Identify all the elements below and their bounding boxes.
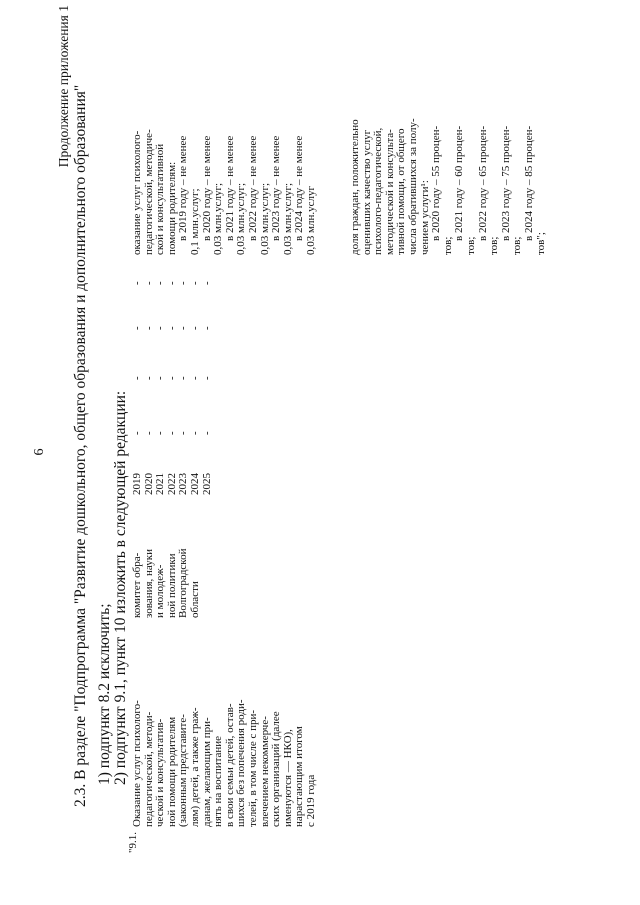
funding-dash: - — [188, 431, 201, 435]
indicator-line: оценивших качество услуг — [360, 129, 373, 255]
description-line: данам, желающим при- — [200, 717, 213, 827]
description-line: лям) детей, а также граж- — [188, 707, 201, 827]
result-line: в 2020 году – не менее — [200, 135, 213, 241]
executor-line: комитет обра- — [131, 552, 143, 618]
indicator-line: тивной помощи, от общего — [395, 128, 408, 255]
executor-line: Волгоградской — [177, 548, 190, 618]
result-line: в 2024 году – не менее — [293, 135, 306, 241]
row-number: "9.1. — [127, 832, 139, 853]
executor-line: области — [188, 581, 201, 618]
indicator-line: тов; — [488, 236, 501, 255]
description-column — [132, 622, 318, 827]
year-cell: 2019 — [131, 473, 143, 495]
year-cell: 2024 — [188, 473, 201, 495]
funding-dash: - — [142, 326, 155, 330]
indicator-line: психолого-педагогической, — [372, 127, 385, 255]
indicator-line: в 2021 году – 60 процен- — [453, 125, 466, 241]
description-line: ских организаций (далее — [270, 711, 283, 827]
result-line: 0,03 млн.услуг; — [235, 182, 248, 255]
result-line: 0,03 млн.услуг — [304, 186, 317, 255]
appendix-continuation: Продолжение приложения 1 — [56, 5, 71, 168]
funding-dash: - — [188, 326, 201, 330]
funding-dash: - — [131, 431, 143, 435]
funding-column-2 — [132, 370, 213, 380]
funding-dash: - — [188, 376, 201, 380]
indicator-line: чением услуги¹: — [418, 180, 431, 255]
executor-column — [132, 500, 202, 618]
result-line: в 2023 году – не менее — [270, 135, 283, 241]
year-cell: 2025 — [200, 473, 213, 495]
page-number: 6 — [32, 448, 47, 456]
description-line: именуются — НКО), — [281, 729, 294, 827]
description-line: с 2019 года — [304, 774, 317, 827]
description-line: нять на воспитание — [212, 735, 225, 827]
description-line: ной помощи родителям — [165, 716, 178, 827]
indicator-line: тов"; — [534, 232, 547, 255]
indicator-line: тов; — [511, 236, 524, 255]
funding-dash: - — [200, 326, 213, 330]
funding-dash: - — [154, 281, 167, 285]
result-line: оказание услуг психолого- — [131, 130, 143, 255]
indicator-line: числа обратившихся за полу- — [406, 118, 419, 255]
result-line: 0,1 млн.услуг; — [188, 188, 201, 255]
description-line: телей, в том числе с при- — [246, 709, 259, 827]
indicator-line: тов; — [441, 236, 454, 255]
funding-column-1 — [132, 425, 213, 435]
funding-dash: - — [154, 326, 167, 330]
funding-column-3 — [132, 320, 213, 330]
funding-dash: - — [177, 431, 190, 435]
indicator-line: доля граждан, положительно — [349, 119, 361, 255]
executor-line: ной политики — [165, 553, 178, 618]
funding-dash: - — [177, 326, 190, 330]
funding-column-4 — [132, 275, 213, 285]
years-column — [132, 465, 213, 495]
funding-dash: - — [200, 376, 213, 380]
indicator-line: в 2023 году – 75 процен- — [499, 125, 512, 241]
description-line: (законным представите- — [177, 714, 190, 827]
funding-dash: - — [154, 376, 167, 380]
item-1: 1) подпункт 8.2 исключить; — [96, 603, 113, 785]
funding-dash: - — [165, 431, 178, 435]
result-column — [132, 87, 318, 255]
description-line: влечением некоммерче- — [258, 716, 271, 827]
section-title: 2.3. В разделе "Подпрограмма "Развитие дошкольного, общего образования и дополнительного образования" — [72, 84, 89, 807]
indicator-line: тов; — [464, 236, 477, 255]
executor-line: и молодеж- — [154, 564, 167, 618]
funding-dash: - — [131, 376, 143, 380]
indicator-line: в 2024 году – 85 процен- — [522, 125, 535, 241]
result-line: 0,03 млн.услуг; — [281, 182, 294, 255]
year-cell: 2020 — [142, 473, 155, 495]
funding-dash: - — [188, 281, 201, 285]
funding-dash: - — [142, 376, 155, 380]
description-line: нарастающим итогом — [293, 726, 306, 827]
year-cell: 2023 — [177, 473, 190, 495]
indicator-line: методической и консульта- — [383, 129, 396, 255]
description-line: педагогической, методи- — [142, 711, 155, 827]
result-line: ской и консультативной — [154, 143, 167, 255]
funding-dash: - — [142, 431, 155, 435]
description-line: ческой и консультатив- — [154, 718, 167, 827]
result-line: в 2021 году – не менее — [223, 135, 236, 241]
description-line: Оказание услуг психолого- — [131, 700, 143, 827]
year-cell: 2022 — [165, 473, 178, 495]
result-line: педагогической, методиче- — [142, 129, 155, 255]
indicator-column — [350, 55, 547, 255]
result-line: 0,03 млн.услуг; — [212, 182, 225, 255]
year-cell: 2021 — [154, 473, 167, 495]
funding-dash: - — [200, 431, 213, 435]
description-line: в свои семьи детей, остав- — [223, 703, 236, 827]
funding-dash: - — [165, 281, 178, 285]
funding-dash: - — [142, 281, 155, 285]
result-line: 0,03 млн.услуг; — [258, 182, 271, 255]
funding-dash: - — [131, 281, 143, 285]
executor-line: зования, науки — [142, 549, 155, 618]
funding-dash: - — [154, 431, 167, 435]
description-line: шихся без попечения роди- — [235, 699, 248, 827]
funding-dash: - — [177, 376, 190, 380]
funding-dash: - — [165, 326, 178, 330]
result-line: в 2019 году – не менее — [177, 135, 190, 241]
item-2: 2) подпункт 9.1, пункт 10 изложить в следующей редакции: — [112, 390, 129, 785]
funding-dash: - — [131, 326, 143, 330]
funding-dash: - — [200, 281, 213, 285]
result-line: помощи родителям: — [165, 161, 178, 255]
funding-dash: - — [177, 281, 190, 285]
funding-dash: - — [165, 376, 178, 380]
indicator-line: в 2020 году – 55 процен- — [430, 125, 443, 241]
indicator-line: в 2022 году – 65 процен- — [476, 125, 489, 241]
result-line: в 2022 году – не менее — [246, 135, 259, 241]
